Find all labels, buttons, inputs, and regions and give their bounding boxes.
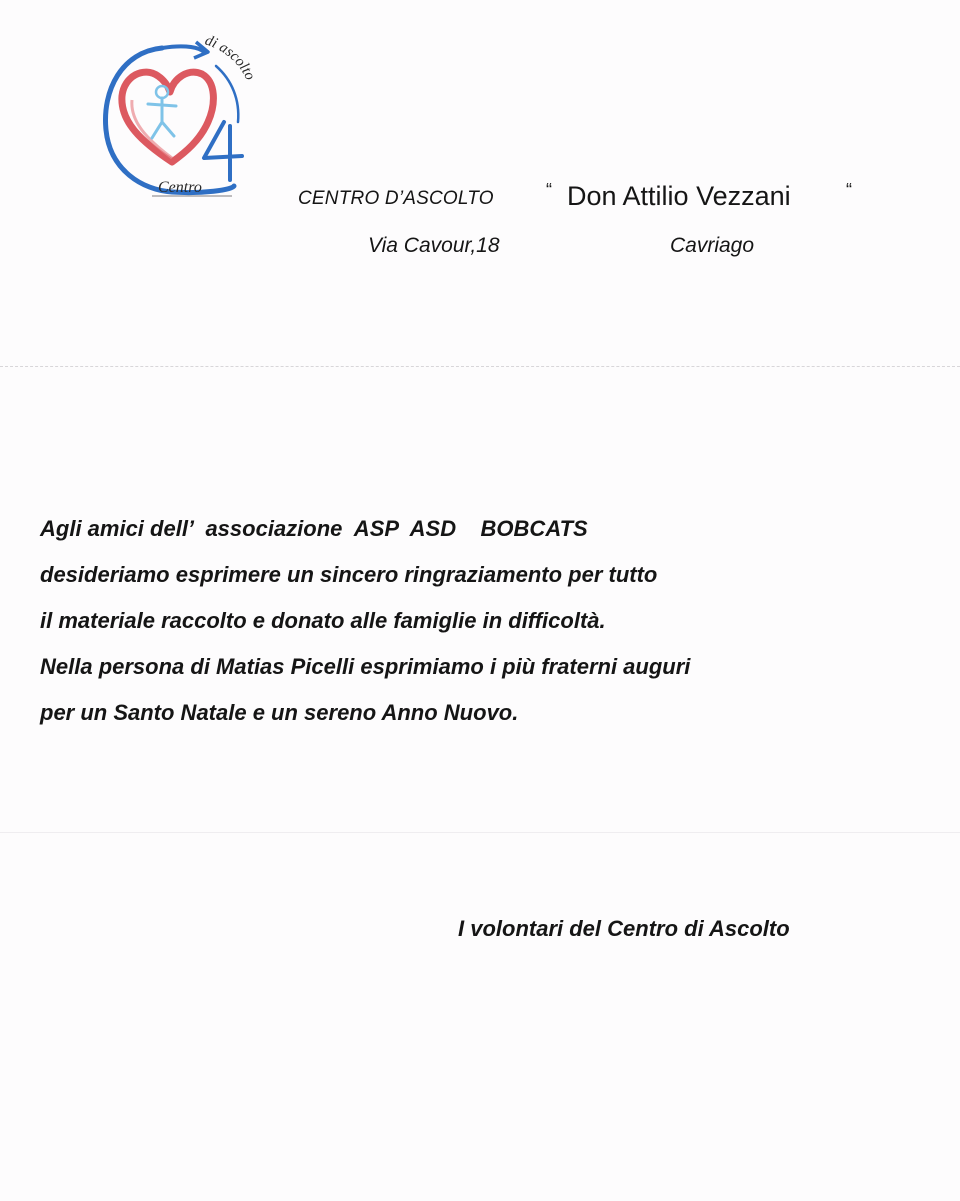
- quote-close: “: [846, 180, 852, 200]
- logo-bottom-text: Centro: [158, 179, 202, 196]
- patron-name: Don Attilio Vezzani: [567, 181, 791, 211]
- body-line: il materiale raccolto e donato alle famiglie in difficoltà.: [40, 608, 606, 633]
- town: Cavriago: [670, 234, 755, 257]
- fold-line: [0, 366, 960, 367]
- body-line: Agli amici dell’ associazione ASP ASD BOBCATS: [40, 516, 588, 541]
- letter-body: [40, 506, 920, 736]
- org-name: CENTRO D’ASCOLTO: [298, 188, 494, 209]
- body-line: desideriamo esprimere un sincero ringraziamento per tutto: [40, 562, 658, 587]
- quote-open: “: [546, 180, 552, 200]
- street-address: Via Cavour,18: [368, 234, 500, 257]
- signature: I volontari del Centro di Ascolto: [458, 916, 790, 941]
- logo-top-text: di ascolto: [202, 32, 258, 83]
- body-line: per un Santo Natale e un sereno Anno Nuovo.: [40, 700, 519, 725]
- body-line: Nella persona di Matias Picelli esprimiamo i più fraterni auguri: [40, 654, 691, 679]
- centro-ascolto-logo: [92, 30, 267, 212]
- fold-line-lower: [0, 832, 960, 833]
